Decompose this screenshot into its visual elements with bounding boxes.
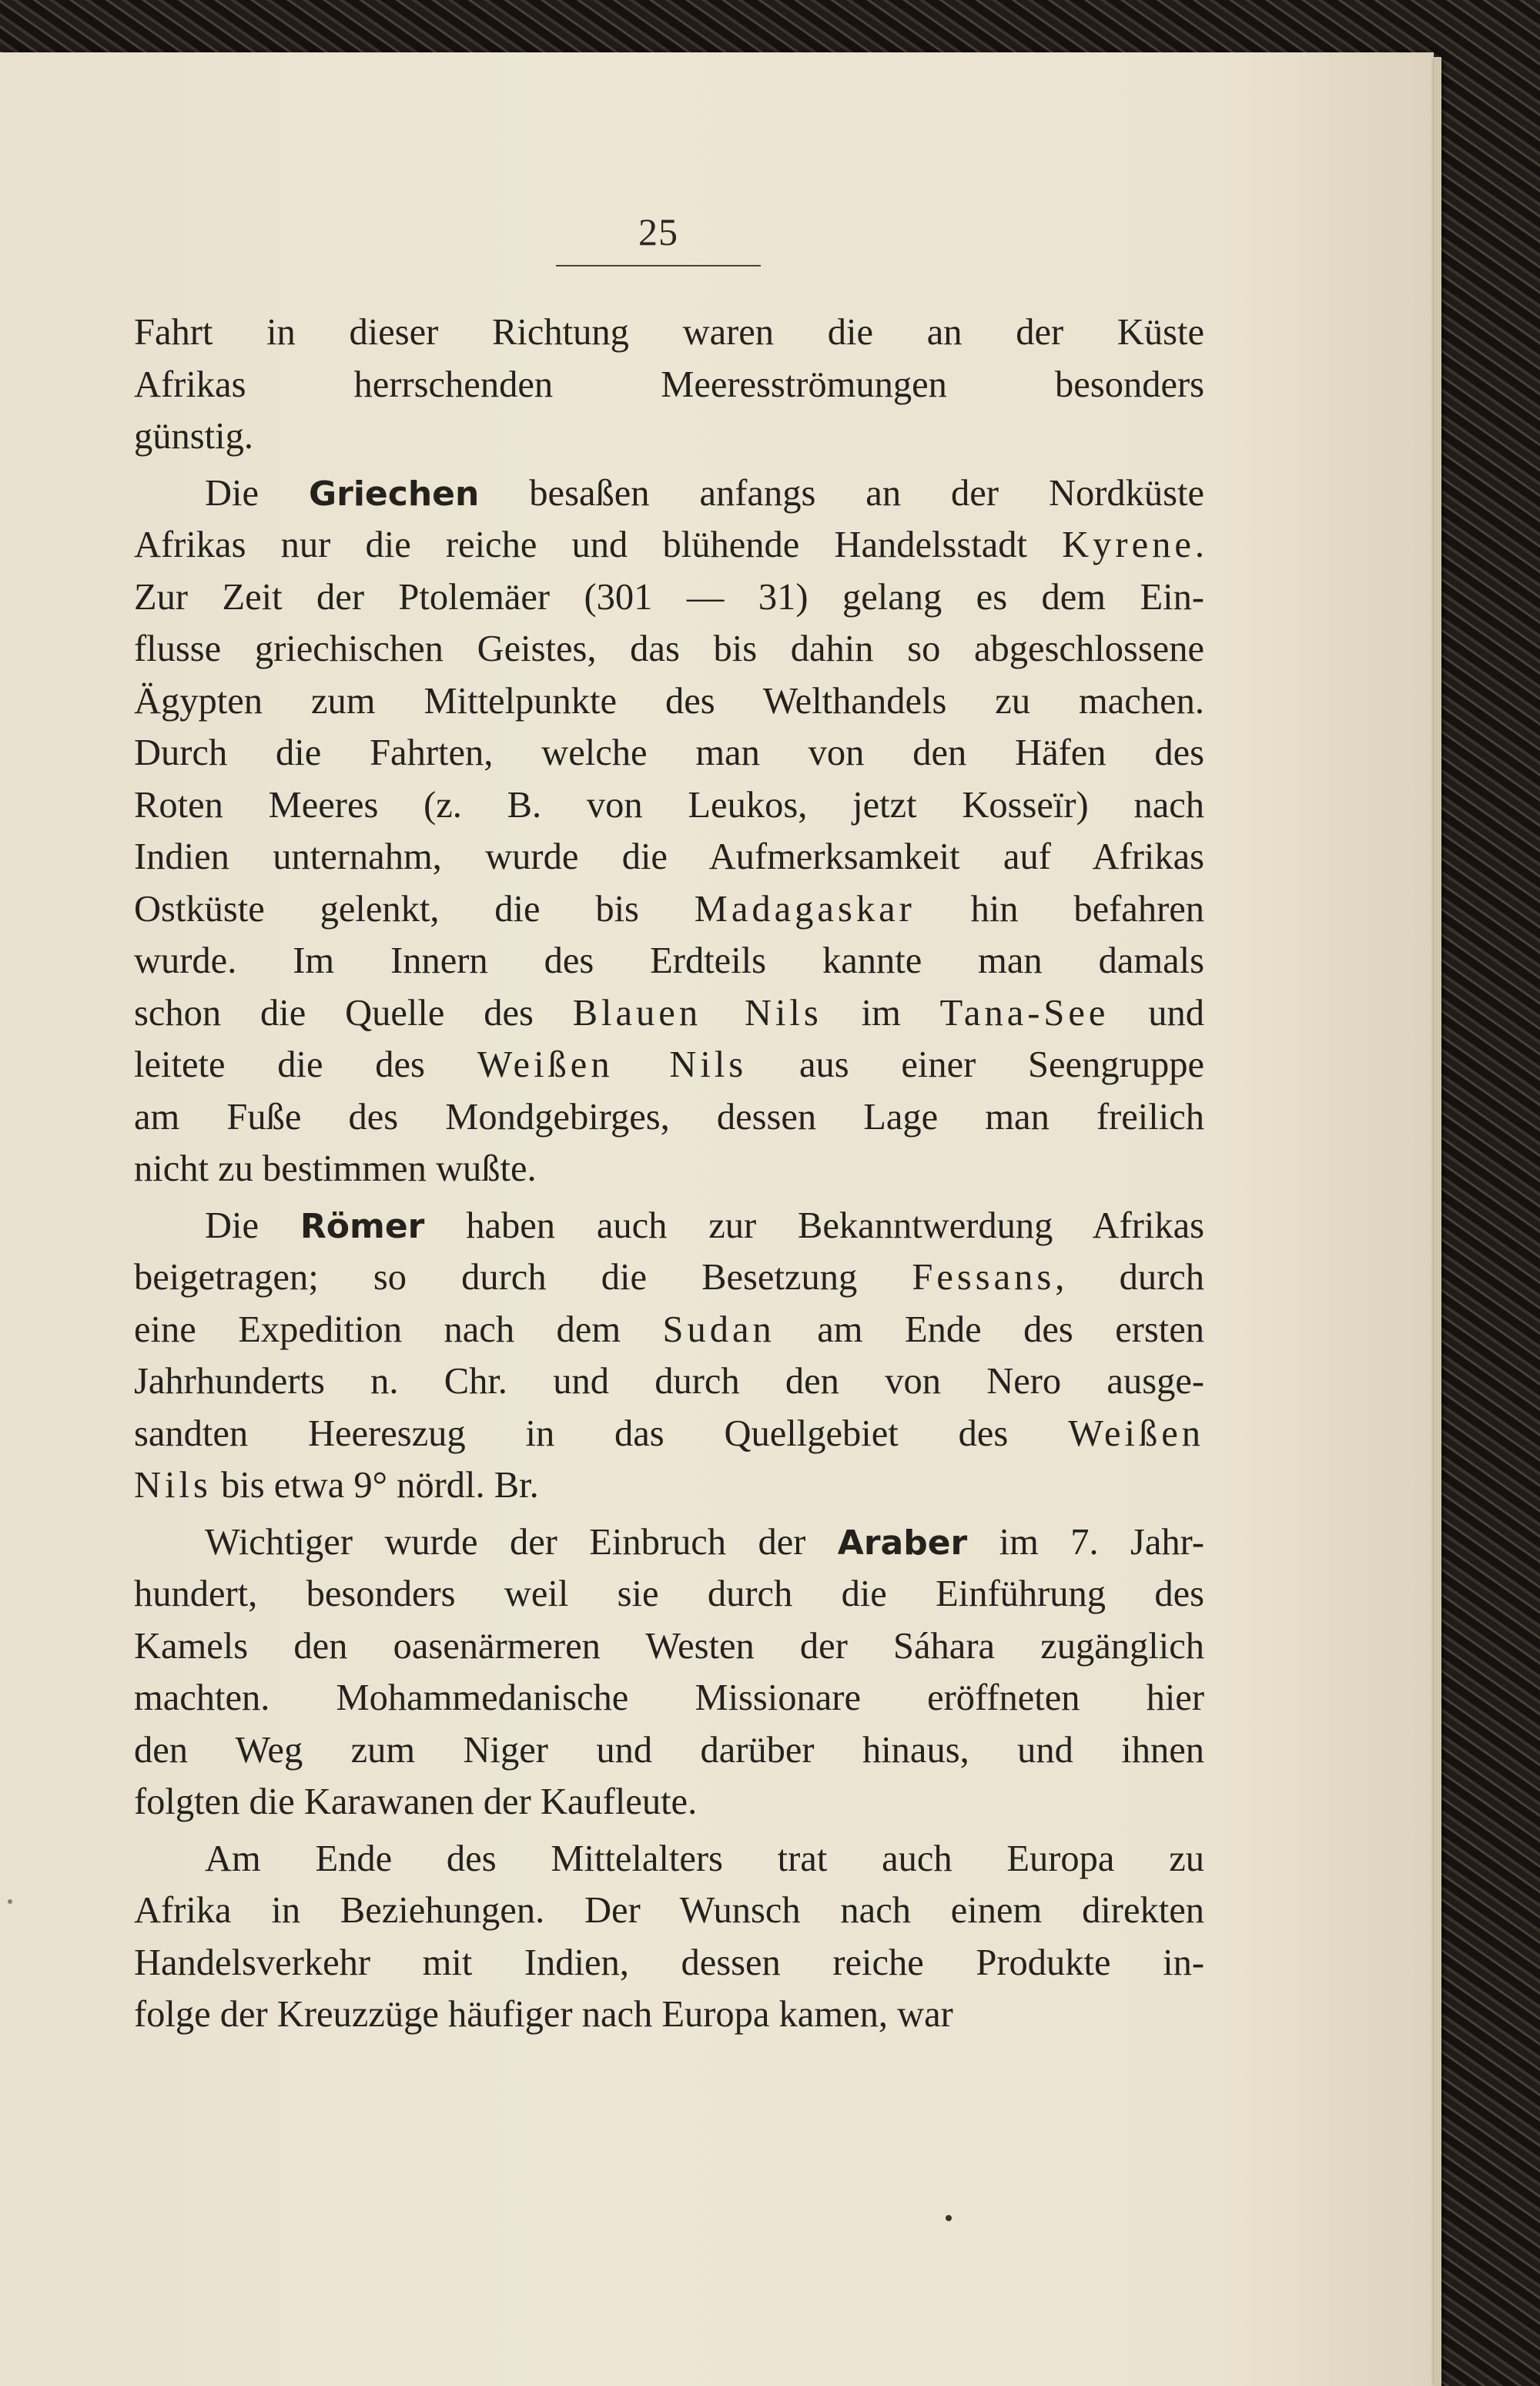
text-span: Ägypten zum Mittelpunkte des Welthandels zu machen. [134, 680, 1204, 722]
text-span: Afrika in Beziehungen. Der Wunsch nach einem direkten [134, 1890, 1204, 1931]
ink-speck [946, 2215, 952, 2221]
spaced-term: Tana-See [939, 992, 1110, 1034]
text-span: hundert, besonders weil sie durch die Einführung des [134, 1573, 1204, 1614]
text-span: Die [205, 1205, 300, 1246]
text-span: Fahrt in dieser Richtung waren die an der Küste [134, 312, 1204, 353]
text-line [134, 1989, 1204, 2041]
text-span: eine Expedition nach dem [134, 1309, 663, 1350]
text-line [134, 1885, 1204, 1937]
spaced-term: Kyrene [1062, 524, 1195, 565]
text-span: nicht zu bestimmen wußte. [134, 1148, 537, 1189]
spaced-term: Weißen [1068, 1412, 1204, 1454]
text-span: Afrikas nur die reiche und blühende Handelsstadt [134, 524, 1063, 565]
text-span: haben auch zur Bekanntwerdung Afrikas [424, 1205, 1204, 1246]
text-span: Jahrhunderts n. Chr. und durch den von Nero ausge- [134, 1361, 1204, 1402]
spaced-term: Weißen Nils [477, 1044, 748, 1085]
text-line [134, 1776, 1204, 1828]
spaced-term: Blauen Nils [572, 992, 822, 1034]
text-span: bis etwa 9° nördl. Br. [211, 1465, 539, 1506]
body-text [134, 307, 1204, 2041]
text-line [134, 359, 1204, 411]
ink-speck [8, 1899, 12, 1904]
text-span: . [1194, 524, 1204, 565]
spaced-term: Sudan [662, 1309, 775, 1350]
text-span: , durch [1055, 1257, 1205, 1298]
text-span: Wichtiger wurde der Einbruch der [205, 1521, 838, 1563]
text-span: schon die Quelle des [134, 992, 573, 1034]
text-line [134, 1672, 1204, 1724]
bold-term: Araber [837, 1523, 968, 1563]
text-line [134, 883, 1204, 936]
text-line [134, 831, 1204, 883]
text-span: im [822, 992, 940, 1034]
page-number-rule [556, 265, 761, 266]
text-span: folgten die Karawanen der Kaufleute. [134, 1781, 698, 1822]
text-line [134, 571, 1204, 624]
text-span: Afrikas herrschenden Meeresströmungen besonders [134, 364, 1204, 405]
text-span: günstig. [134, 416, 253, 457]
bold-term: Römer [300, 1206, 425, 1246]
text-line [134, 675, 1204, 728]
text-line [134, 1091, 1204, 1144]
text-line [134, 1200, 1204, 1252]
text-span: Handelsverkehr mit Indien, dessen reiche Produkte in- [134, 1942, 1204, 1983]
text-span: aus einer Seengruppe [747, 1044, 1204, 1085]
text-line [134, 1039, 1204, 1091]
page-edge [1434, 57, 1441, 2386]
text-line [134, 1408, 1204, 1460]
text-line [134, 727, 1204, 779]
text-span: Zur Zeit der Ptolemäer (301 — 31) gelang es dem Ein- [134, 576, 1204, 618]
text-span: folge der Kreuzzüge häufiger nach Europa kamen, war [134, 1994, 953, 2035]
text-line [134, 1304, 1204, 1356]
text-span: Am Ende des Mittelalters trat auch Europa zu [205, 1838, 1204, 1879]
text-line [134, 1620, 1204, 1673]
text-span: Indien unternahm, wurde die Aufmerksamkeit auf Afrikas [134, 836, 1204, 877]
text-span: hin befahren [915, 888, 1205, 930]
text-line [134, 1568, 1204, 1620]
text-span: besaßen anfangs an der Nordküste [479, 472, 1204, 514]
text-line [134, 1459, 1204, 1512]
text-span: leitete die des [134, 1044, 477, 1085]
text-line [134, 1516, 1204, 1569]
text-line [134, 307, 1204, 359]
text-line [134, 1833, 1204, 1885]
spaced-term: Fessans [912, 1257, 1056, 1298]
text-span: Kamels den oasenärmeren Westen der Sáhara zugänglich [134, 1625, 1204, 1667]
text-span: flusse griechischen Geistes, das bis dahin so abgeschlossene [134, 628, 1204, 669]
bold-term: Griechen [309, 474, 480, 514]
text-span: den Weg zum Niger und darüber hinaus, und ihnen [134, 1729, 1204, 1771]
text-span: Roten Meeres (z. B. von Leukos, jetzt Kosseïr) nach [134, 784, 1204, 826]
text-line [134, 1937, 1204, 1989]
text-span: wurde. Im Innern des Erdteils kannte man damals [134, 940, 1204, 981]
page-number: 25 [638, 210, 678, 253]
text-line [134, 779, 1204, 832]
text-line [134, 1356, 1204, 1408]
text-span: am Ende des ersten [775, 1309, 1204, 1350]
text-span: Ostküste gelenkt, die bis [134, 888, 695, 930]
text-line [134, 519, 1204, 571]
text-span: machten. Mohammedanische Missionare eröffneten hier [134, 1677, 1204, 1718]
spaced-term: Madagaskar [694, 888, 916, 930]
text-line [134, 935, 1204, 987]
text-line [134, 1143, 1204, 1195]
text-span: am Fuße des Mondgebirges, dessen Lage man freilich [134, 1096, 1204, 1138]
text-line [134, 411, 1204, 463]
text-span: und [1109, 992, 1204, 1034]
text-line [134, 623, 1204, 675]
text-line [134, 467, 1204, 520]
text-span: beigetragen; so durch die Besetzung [134, 1257, 912, 1298]
text-line [134, 987, 1204, 1040]
spaced-term: Nils [134, 1465, 212, 1506]
text-line [134, 1252, 1204, 1304]
text-span: Die [205, 472, 310, 514]
text-span: sandten Heereszug in das Quellgebiet des [134, 1412, 1069, 1454]
text-span: im 7. Jahr- [967, 1521, 1204, 1563]
text-span: Durch die Fahrten, welche man von den Häfen des [134, 732, 1204, 773]
text-line [134, 1724, 1204, 1777]
